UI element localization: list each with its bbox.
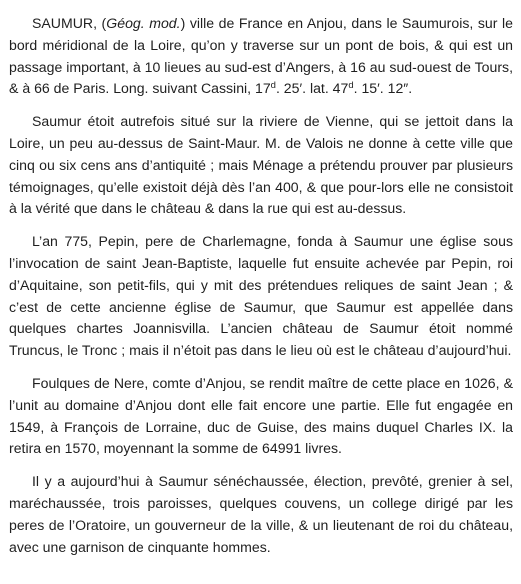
coordinates-tail: . 15′. 12″. <box>353 80 413 97</box>
degree-mark-latitude: d <box>348 80 354 92</box>
latitude-text: . 25′. lat. 47 <box>275 80 349 97</box>
degree-mark-longitude: d <box>270 80 276 92</box>
paragraph-church: L’an 775, Pepin, pere de Charlemagne, fonda à Saumur une église sous l’invocation de saint Jean-Baptiste, laquelle fut ensuite achevée par Pepin, roi d’Aquitaine, son petit-fils, qui y mit des prétendues reliques de saint Jean ; & c’est de cette ancienne église de Saumur, que Saumur est appellée dans quelques chartes Joannisvilla. L’ancien château de Saumur étoit nommé Truncus, le Tronc ; mais il n’étoit pas dans le lieu où est le château d’aujourd’hui. <box>9 233 513 359</box>
paragraph-ownership: Foulques de Nere, comte d’Anjou, se rendit maître de cette place en 1026, & l’unit au domaine d’Anjou dont elle fait encore une partie. Elle fut engagée en 1549, à François de Lorraine, duc de Guise, des mains duquel Charles IX. la retira en 1570, moyennant la somme de 64991 livres. <box>9 374 513 457</box>
geography-tag: Géog. mod. <box>106 15 181 31</box>
headword-text: SAUMUR, ( <box>32 15 107 31</box>
paragraph-institutions: Il y a aujourd’hui à Saumur sénéchaussée, élection, prevôté, grenier à sel, maréchaussée, trois paroisses, quelques couvens, un college dirigé par les peres de l’Oratoire, un gouverneur de la ville, & un lieutenant de roi du château, avec une garnison de cinquante hommes. <box>9 473 513 555</box>
paragraph-intro <box>9 13 513 100</box>
paragraph-history: Saumur étoit autrefois situé sur la riviere de Vienne, qui se jettoit dans la Loire, un peu au-dessus de Saint-Maur. M. de Valois ne donne à cette ville que cinq ou six cens ans d’antiquité ; mais Ménage a prétendu prouver par plusieurs témoignages, qu’elle existoit déjà dès l’an 400, & que pour-lors elle ne consistoit à la vérité que dans le château & dans la rue qui est au-dessus. <box>9 113 513 217</box>
intro-text: ) ville de France en Anjou, dans le Saumurois, sur le bord méridional de la Loire, qu’on y traverse sur un pont de bois, & qui est un passage important, à 10 lieues au sud-est d’Angers, à 16 au sud-ouest de Tours, & à 66 de Paris. Long. suivant Cassini, 17 <box>9 15 513 97</box>
